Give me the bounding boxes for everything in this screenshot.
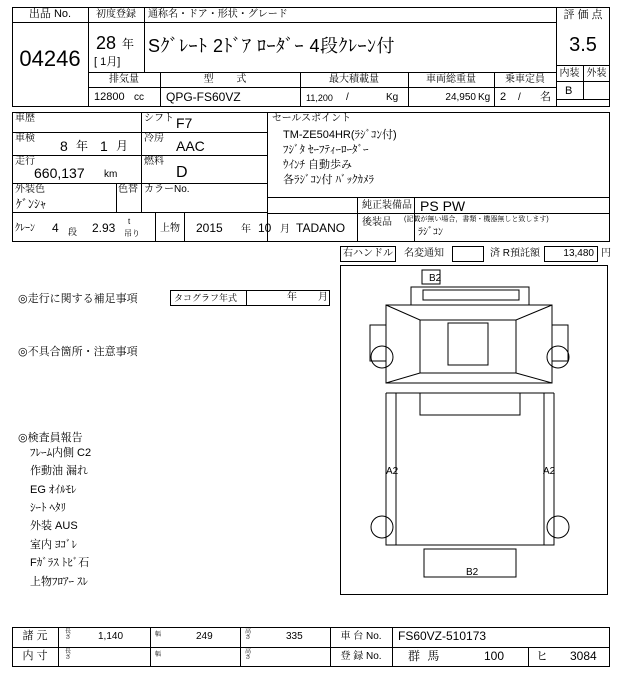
mileage-unit: km [104,169,118,180]
fuel-value: D [176,164,188,181]
name-change-label: 名変通知 [404,248,444,259]
roof-panel [448,323,488,365]
capacity-unit: 名 [540,91,551,103]
windshield-line [386,305,552,320]
rating-value: 3.5 [569,34,597,56]
capacity-slash: / [518,92,521,103]
chassis-value: FS60VZ-510173 [398,629,487,643]
cab-outline [386,305,552,383]
inspector-report-label: ◎検査員報告 [18,432,83,444]
model-value: QPG-FS60VZ [166,90,241,104]
damage-mark-front: B2 [429,273,442,284]
genuine-label: 純正装備品 [362,200,412,211]
height-label: 高さ [244,649,251,661]
capacity-label: 乗車定員 [505,74,545,85]
divider [240,627,241,667]
crane-month: 10 [258,221,272,235]
inspector-note: ｼｰﾄ ﾍﾀﾘ [30,502,67,514]
height-value: 335 [286,631,303,642]
divider [12,155,267,156]
divider [116,183,117,212]
sales-point-line: ﾌｼﾞﾀ ｾｰﾌﾃｨｰﾛｰﾀﾞｰ [283,144,369,156]
length-label: 長さ [64,649,71,661]
sales-point-line: ｳｲﾝﾁ 自動歩み [283,159,353,171]
gross-weight-unit: Kg [478,92,491,103]
right-door [552,325,568,361]
divider [12,647,610,648]
color-change-label: 色替 [118,184,138,195]
height-label: 高さ [244,629,251,641]
sales-point-label: セールスポイント [272,113,352,124]
length-label: 長さ [64,629,71,641]
mileage-label: 走行 [15,156,35,167]
fuel-label: 燃料 [144,156,164,167]
max-load-unit: Kg [386,92,399,103]
damage-mark-right: A2 [543,466,556,477]
tachograph-year-unit: 年 [287,292,297,303]
ac-label: 冷房 [144,133,164,144]
inspection-label: 車検 [15,133,35,144]
crane-capacity-unit: t [128,217,131,226]
damage-mark-left: A2 [386,466,399,477]
inner-dim-label: 内 寸 [22,650,48,662]
rating-label: 評 価 点 [563,9,603,21]
first-reg-year: 28 [96,33,117,53]
chassis-label: 車 台 No. [340,631,382,642]
ext-color-value: ｹﾞﾝｼｬ [16,197,47,211]
vehicle-name: Sｸﾞﾚｰﾄ 2ﾄﾞｱ ﾛｰﾀﾞｰ 4段ｸﾚｰﾝ付 [148,36,396,56]
max-load-value: 11,200 [306,93,333,103]
divider [150,627,151,667]
inspector-note: 上物ﾌﾛｱｰ ｽﾚ [30,576,89,588]
divider [357,197,358,242]
divider [556,99,610,100]
divider [88,72,556,73]
front-grille [423,290,519,300]
crane-maker: TADANO [296,221,346,235]
right-handle: 右ハンドル [343,248,393,259]
divider [12,22,88,23]
exterior-label: 外装 [586,68,607,79]
width-value: 249 [196,631,213,642]
sales-point-line: TM-ZE504HR(ﾗｼﾞｺﾝ付) [283,129,397,141]
first-reg-month: [ 1月] [94,56,121,68]
mileage-value: 660,137 [34,165,85,181]
divider [141,112,142,212]
driving-remarks-label: ◎走行に関する補足事項 [18,293,138,305]
ac-value: AAC [176,138,205,154]
divider [528,647,529,667]
shift-value: F7 [176,115,193,131]
inspector-note: ﾌﾚｰﾑ内側 C2 [30,447,92,459]
crane-label: ｸﾚｰﾝ [15,223,35,234]
displacement-value: 12800 [94,91,125,103]
bed-side-rails [386,393,554,545]
divider [556,81,610,82]
gross-weight-value: 24,950 [445,92,476,103]
tachograph-label: タコグラフ年式 [174,293,238,303]
sales-point-line: 各ﾗｼﾞｺﾝ付 ﾊﾞｯｸｶﾒﾗ [283,174,375,186]
crane-year-unit: 年 [241,224,251,235]
lot-no: 04246 [19,46,81,71]
history-label: 車歴 [15,113,35,124]
divider [246,290,247,306]
recycle-label: 済 R預託額 [490,248,540,259]
max-load-label: 最大積載量 [329,74,379,85]
crane-stages-unit: 段 [68,227,78,237]
rear-left-wheel [371,516,393,538]
interior-label: 内装 [559,68,580,79]
divider [58,627,59,667]
divider [12,212,267,213]
divider [12,132,267,133]
aftermarket-label: 後装品 [362,217,392,228]
crane-capacity: 2.93 [92,221,116,235]
upper-body-label: 上物 [160,223,180,234]
divider [88,87,556,88]
cab-rear-line [386,373,552,383]
genuine-value: PS PW [420,198,466,214]
registration-kana: ヒ [536,649,549,663]
rear-right-wheel [547,516,569,538]
divider [392,627,393,667]
divider [184,212,185,242]
divider [88,22,556,23]
tachograph-month-unit: 月 [318,292,328,303]
recycle-amount: 13,480 [563,248,594,259]
inspection-year-unit: 年 [76,139,89,153]
yen-unit: 円 [601,248,611,259]
length-value: 1,140 [98,631,124,642]
damage-mark-rear: B2 [466,567,479,578]
ext-color-label: 外装色 [15,184,45,195]
year-unit: 年 [122,37,135,51]
name-label: 通称名・ドア・形状・グレード [148,9,288,20]
inspection-month-unit: 月 [116,139,129,153]
cargo-bed [396,393,544,545]
displacement-label: 排気量 [109,74,139,85]
capacity-value: 2 [500,91,507,103]
displacement-unit: cc [134,92,144,103]
registration-number: 3084 [570,649,597,663]
inspector-note: 室内 ﾖｺﾞﾚ [30,539,78,551]
divider [556,7,557,107]
aftermarket-value: ﾗｼﾞｺﾝ [418,227,443,238]
inspector-note: 外装 AUS [30,520,78,532]
crane-stages: 4 [52,221,59,235]
crane-capacity-unit: 吊り [124,229,140,238]
truck-diagram [340,265,608,595]
width-label: 幅 [154,632,161,638]
divider [144,7,145,72]
crane-month-unit: 月 [280,224,290,235]
inspector-note: 作動油 漏れ [30,465,89,477]
registration-area: 群 馬 [408,649,442,663]
max-load-slash: / [346,92,349,103]
gross-weight-label: 車両総重量 [426,74,476,85]
inspector-note: Fｶﾞﾗｽ ﾄﾋﾞ石 [30,557,90,569]
lot-no-label: 出品 No. [28,8,72,20]
inspector-note: EG ｵｲﾙﾓﾚ [30,484,77,496]
model-label: 型 式 [203,74,257,85]
defects-label: ◎不具合箇所・注意事項 [18,346,138,358]
registration-class: 100 [484,649,505,663]
inspection-month: 1 [100,138,108,154]
front-right-wheel [547,346,569,368]
first-reg-label: 初度登録 [96,9,136,20]
specs-row-label: 諸 元 [22,630,48,642]
left-door [370,325,386,361]
front-left-wheel [371,346,393,368]
divider [155,212,156,242]
color-no-label: カラーNo. [144,184,190,195]
crane-year: 2015 [196,221,223,235]
name-change-box [452,246,484,262]
crane-base [420,393,520,415]
shift-label: シフト [144,113,174,124]
registration-label: 登 録 No. [340,651,382,662]
interior-grade: B [565,85,573,97]
width-label: 幅 [154,652,161,658]
divider [12,183,267,184]
inspection-year: 8 [60,138,68,154]
aftermarket-note: (記載が無い場合，書類・機器無しと致します) [404,216,549,223]
